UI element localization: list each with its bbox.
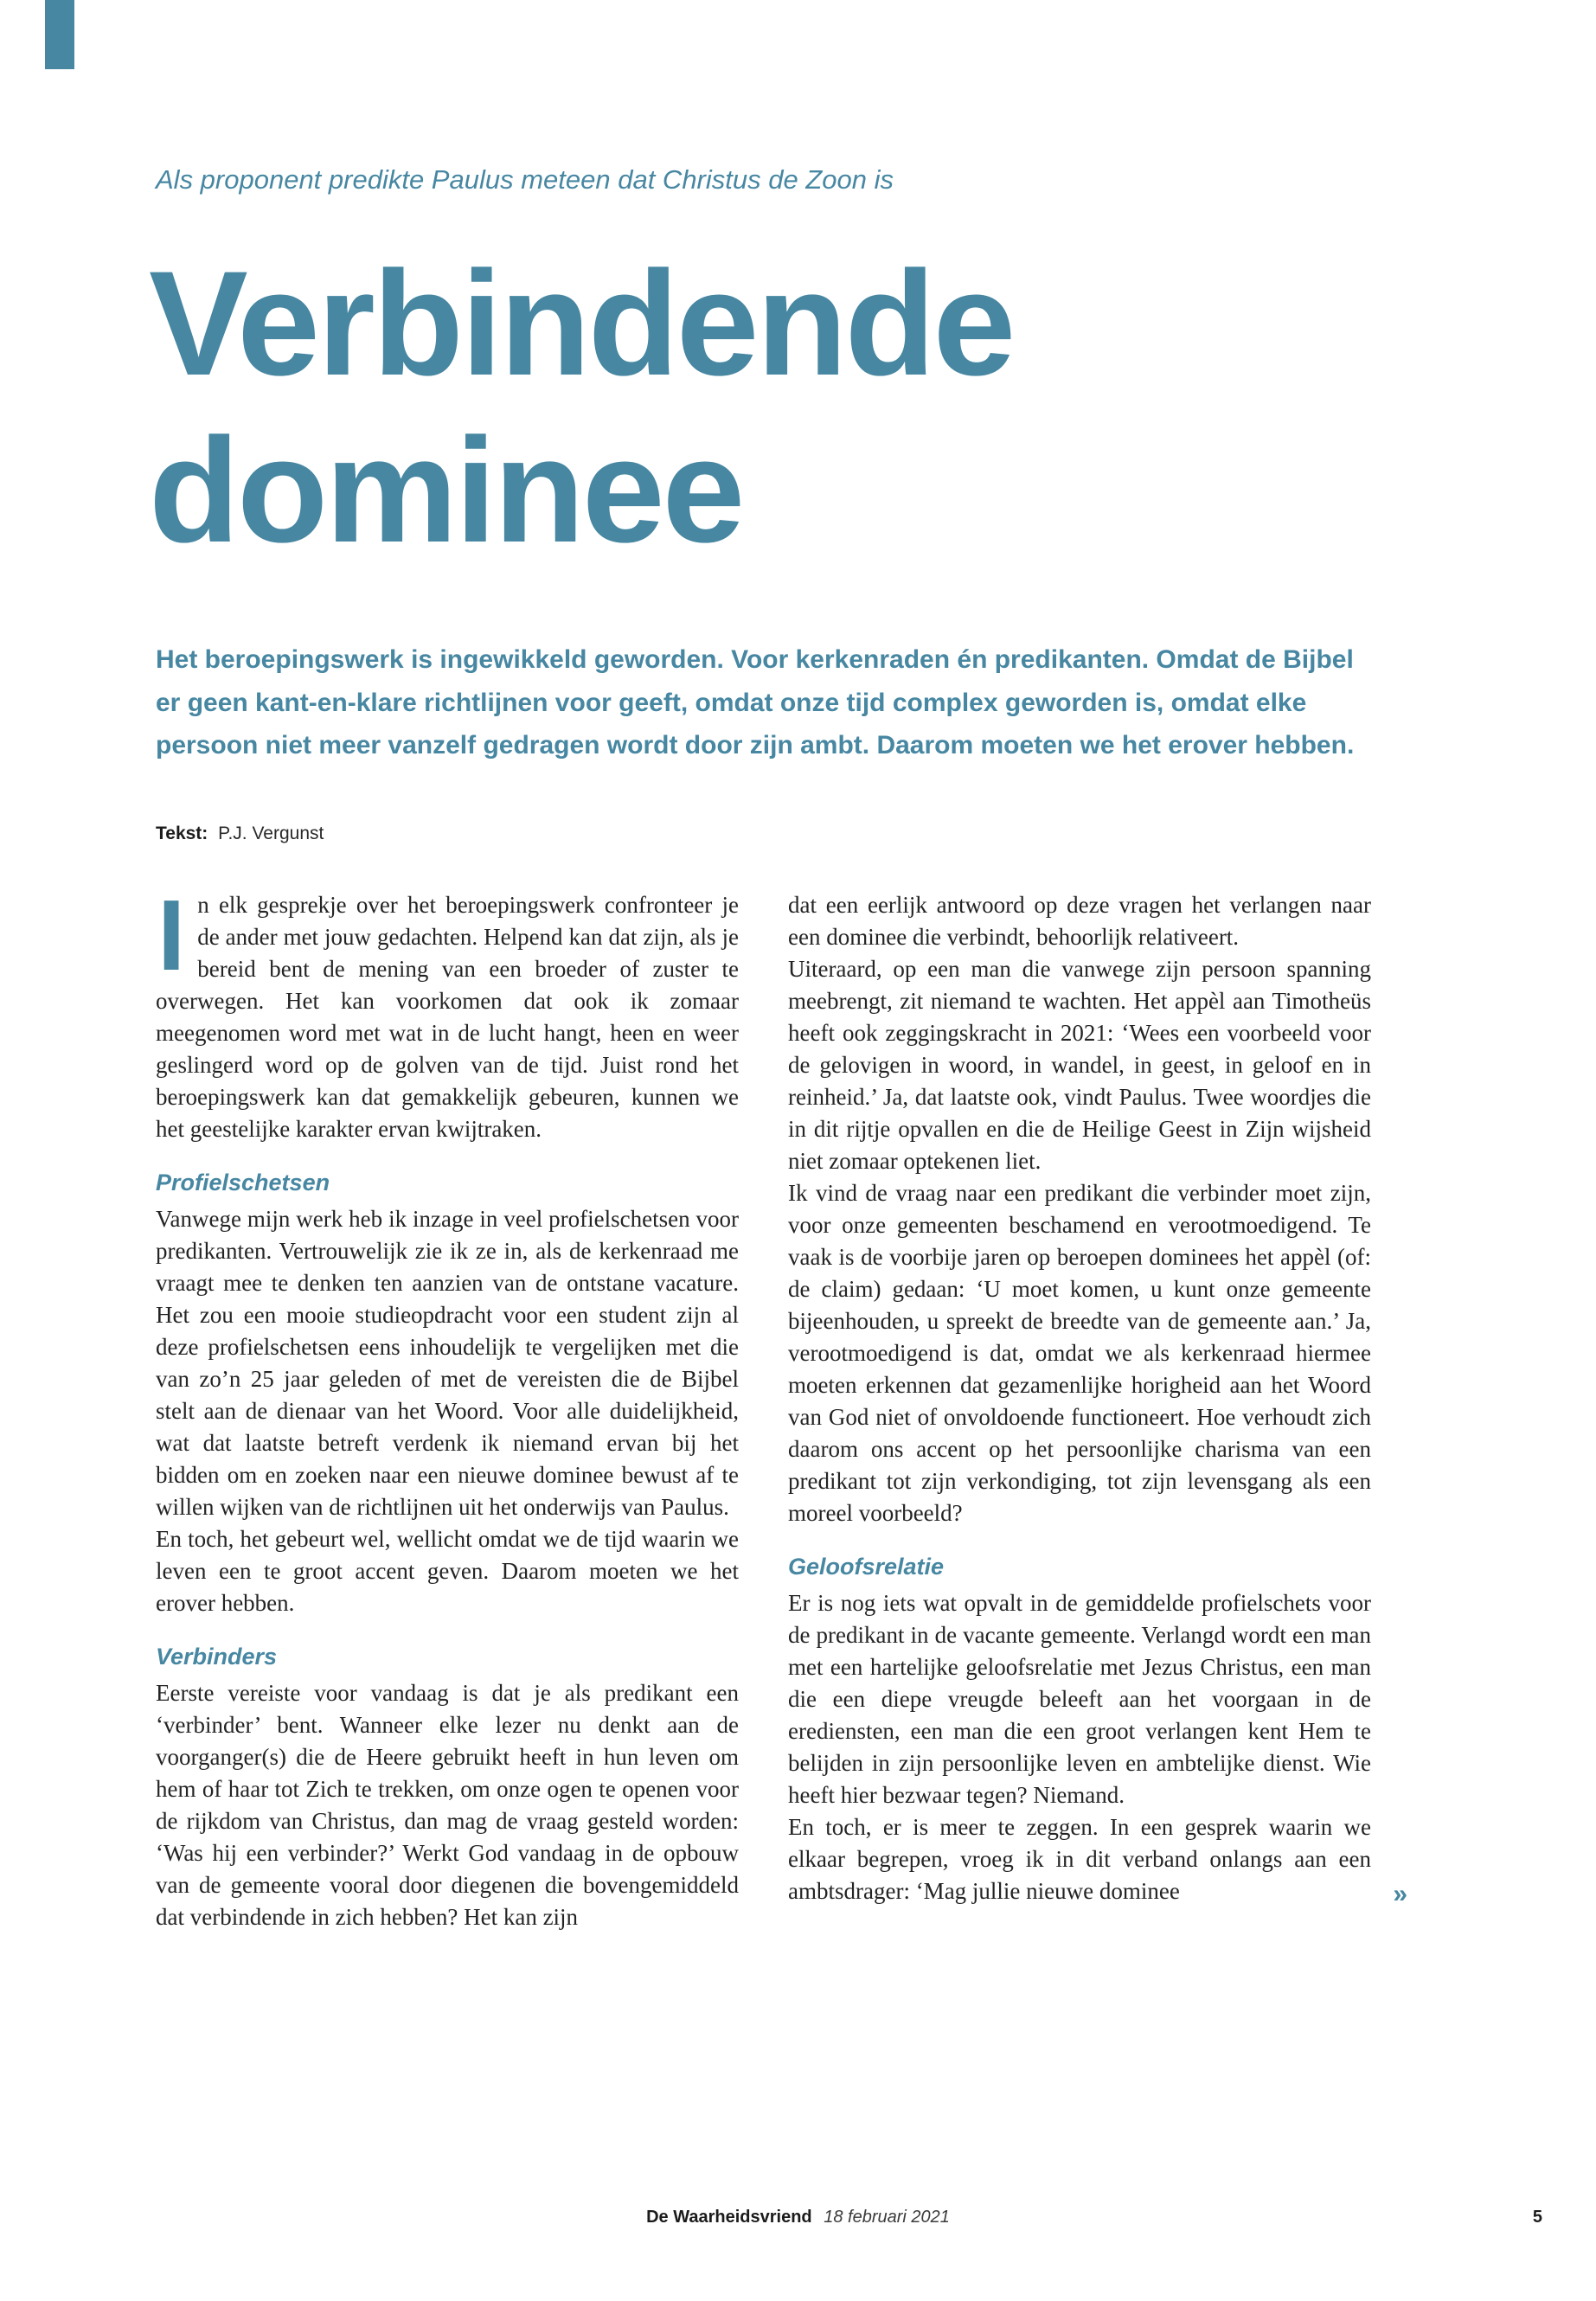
body-paragraph: Ik vind de vraag naar een predikant die verbinder moet zijn, voor onze gemeenten beschamend en verootmoedigend. Te vaak is de voorbije jaren op beroepen dominees het appèl (of: de claim) gedaan: ‘U moet komen, u kunt onze gemeente bijeenhouden, u spreekt de breedte van de gemeente aan.’ Ja, verootmoedigend is dat, omdat we als kerkenraad hiermee moeten erkennen dat gezamenlijke horigheid aan het Woord van God niet of onvoldoende functioneert. Hoe verhoudt zich daarom ons accent op het persoonlijke charisma van een predikant tot zijn verkondiging, tot zijn levensgang als een moreel voorbeeld? <box>788 1180 1371 1526</box>
article-title-line-1: Verbindende <box>149 240 1014 407</box>
section-heading: Verbinders <box>156 1644 278 1670</box>
body-paragraph: Uiteraard, op een man die vanwege zijn persoon spanning meebrengt, zit niemand te wachten. Het appèl aan Timotheüs heeft ook zeggingskracht in 2021: ‘Wees een voorbeeld voor de gelovigen in woord, in wandel, in geest, in geloof en in reinheid.’ Ja, dat laatste ook, vindt Paulus. Twee woordjes die in dit rijtje opvallen en die de Heilige Geest in Zijn wijsheid niet zomaar optekenen liet. <box>788 956 1371 1174</box>
column-left <box>156 879 739 1933</box>
issue-date: 18 februari 2021 <box>824 2208 950 2227</box>
article-body <box>156 879 1407 1933</box>
kicker: Als proponent predikte Paulus meteen dat Christus de Zoon is <box>156 164 894 195</box>
magazine-name: De Waarheidsvriend <box>646 2208 812 2227</box>
body-paragraph: Eerste vereiste voor vandaag is dat je als predikant een ‘verbinder’ bent. Wanneer elke lezer nu denkt aan de voorganger(s) die de Heere gebruikt heeft in hun leven om hem of haar tot Zich te trekken, om onze ogen te openen voor de rijkdom van Christus, dan mag de vraag gesteld worden: ‘Was hij een verbinder?’ Werkt God vandaag in de opbouw van de gemeente vooral door diegenen die bovengemiddeld dat verbindende in zich hebben? Het kan zijn <box>156 1680 739 1930</box>
article-title-line-2: dominee <box>149 407 743 574</box>
byline-label: Tekst: <box>156 824 208 843</box>
article-title <box>149 240 1013 574</box>
body-paragraph: En toch, het gebeurt wel, wellicht omdat we de tijd waarin we leven een te groot accent geven. Daarom moeten we het erover hebben. <box>156 1526 739 1616</box>
corner-accent-bar <box>45 0 74 69</box>
page-number: 5 <box>1532 2208 1542 2227</box>
body-paragraph: Vanwege mijn werk heb ik inzage in veel profielschetsen voor predikanten. Vertrouwelijk zie ik ze in, als de kerkenraad me vraagt mee te denken ten aanzien van de ontstane vacature. Het zou een mooie studieopdracht voor een student zijn al deze profielschetsen eens inhoudelijk te vergelijken met die van zo’n 25 jaar geleden of met de vereisten die de Bijbel stelt aan de dienaar van het Woord. Voor alle duidelijkheid, wat dat laatste betreft verdenk ik niemand ervan bij het bidden om en zoeken naar een nieuwe dominee bewust af te willen wijken van de richtlijnen uit het onderwijs van Paulus. <box>156 1206 739 1520</box>
body-paragraph: dat een eerlijk antwoord op deze vragen het verlangen naar een dominee die verbindt, behoorlijk relativeert. <box>788 892 1371 950</box>
body-paragraph: Er is nog iets wat opvalt in de gemiddelde profielschets voor de predikant in de vacante gemeente. Verlangd wordt een man met een hartelijke geloofsrelatie met Jezus Christus, een man die een diepe vreugde beleeft aan het voorgaan in de erediensten, een man die een groot verlangen kent Hem te belijden in zijn persoonlijke leven en ambtelijke dienst. Wie heeft hier bezwaar tegen? Niemand. <box>788 1590 1371 1808</box>
footer-imprint <box>0 2208 1596 2227</box>
continuation-icon: » <box>1393 1880 1407 1908</box>
body-paragraph: In elk gesprekje over het beroepingswerk confronteer je de ander met jouw gedachten. Helpend kan dat zijn, als je bereid bent de mening van een broeder of zuster te overwegen. Het kan voorkomen dat ook ik zomaar meegenomen word met wat in de lucht hangt, heen en weer geslingerd word op de golven van de tijd. Juist rond het beroepingswerk kan dat gemakkelijk gebeuren, kunnen we het geestelijke karakter ervan kwijtraken. <box>156 879 739 1142</box>
drop-cap: I <box>157 879 186 991</box>
byline-author: P.J. Vergunst <box>218 824 324 843</box>
body-paragraph: En toch, er is meer te zeggen. In een gesprek waarin we elkaar begrepen, vroeg ik in dit verband onlangs aan een ambtsdrager: ‘Mag jullie nieuwe dominee » <box>788 1814 1407 1908</box>
page-footer <box>0 2208 1596 2227</box>
section-heading: Profielschetsen <box>156 1170 330 1195</box>
section-heading: Geloofsrelatie <box>788 1554 945 1580</box>
intro-paragraph: Het beroepingswerk is ingewikkeld geworden. Voor kerkenraden én predikanten. Omdat de Bijbel er geen kant-en-klare richtlijnen voor geeft, omdat onze tijd complex geworden is, omdat elke persoon niet meer vanzelf gedragen wordt door zijn ambt. Daarom moeten we het erover hebben. <box>156 645 1355 760</box>
column-right <box>788 889 1407 1933</box>
byline <box>156 824 324 844</box>
